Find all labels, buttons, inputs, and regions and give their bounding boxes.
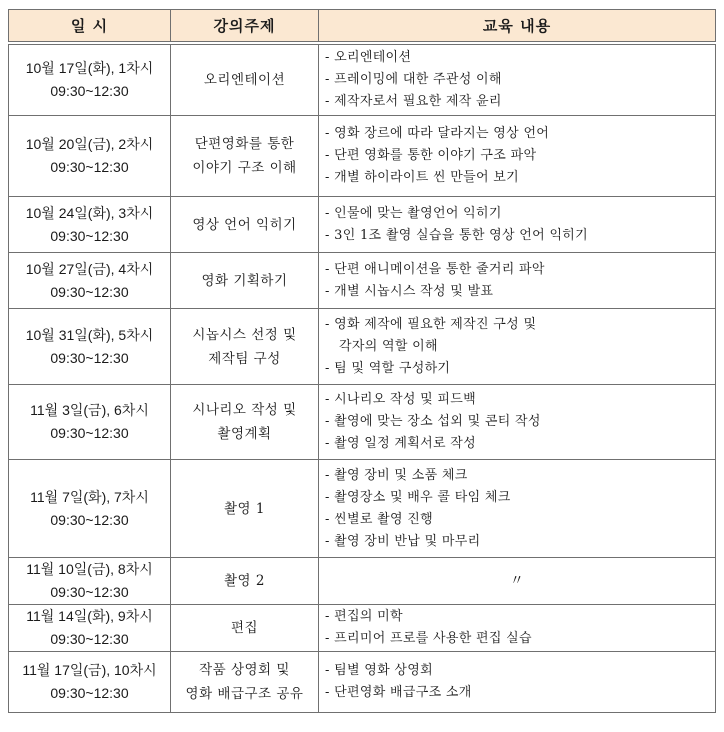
education-content-cell [319,460,716,558]
session-date-cell [9,45,171,116]
lecture-topic-line: 작품 상영회 및 [199,662,290,678]
content-item: - 인물에 맞는 촬영언어 익히기 [325,205,502,221]
session-time: 09:30~12:30 [50,685,129,701]
table-row [9,605,716,652]
content-item: - 오리엔테이션 [325,50,412,65]
session-date-cell [9,385,171,460]
content-item: - 촬영 장비 반납 및 마무리 [325,533,481,549]
lecture-topic-line: 시나리오 작성 및 [192,402,297,418]
lecture-topic-cell [171,460,319,558]
content-item: - 개별 하이라이트 씬 만들어 보기 [325,170,520,185]
content-item: - 시나리오 작성 및 피드백 [325,392,477,407]
lecture-topic-line: 영화 기획하기 [201,272,288,289]
content-item: - 영화 장르에 따라 달라지는 영상 언어 [325,126,550,141]
session-date: 10월 31일(화), 5차시 [25,326,154,343]
education-content-cell [319,116,716,197]
schedule-table [8,9,716,713]
content-item: - 프레이밍에 대한 주관성 이해 [325,72,502,87]
session-time: 09:30~12:30 [50,425,129,441]
content-item: - 촬영 일정 계획서로 작성 [325,436,477,451]
lecture-topic-line: 영화 배급구조 공유 [185,686,304,702]
content-item: - 3인 1조 촬영 실습을 통한 영상 언어 익히기 [325,227,589,243]
lecture-topic-line: 시놉시스 선정 및 [192,326,297,343]
content-item: - 단편 애니메이션을 통한 줄거리 파악 [325,261,545,277]
table-row [9,45,716,116]
table-row [9,558,716,605]
lecture-topic-cell [171,253,319,309]
lecture-topic-line: 영상 언어 익히기 [192,216,297,233]
session-date-cell [9,605,171,652]
lecture-topic-cell [171,605,319,652]
table-row [9,460,716,558]
session-time: 09:30~12:30 [50,631,129,647]
session-time: 09:30~12:30 [50,159,129,175]
content-item: - 팀별 영화 상영회 [325,663,433,678]
session-date-cell [9,197,171,253]
lecture-topic-line: 촬영계획 [217,426,272,442]
content-item: 각자의 역할 이해 [339,338,438,354]
lecture-topic-line: 편집 [230,620,259,636]
education-content-cell [319,558,716,605]
lecture-topic-cell [171,558,319,605]
session-date: 10월 27일(금), 4차시 [25,260,154,277]
session-date-cell [9,116,171,197]
lecture-topic-line: 이야기 구조 이해 [192,160,297,176]
session-date: 11월 17일(금), 10차시 [22,662,157,678]
session-date: 10월 20일(금), 2차시 [25,136,154,152]
lecture-topic-line: 오리엔테이션 [203,72,286,88]
header-topic: 강의주제 [171,10,319,42]
session-date-cell [9,460,171,558]
lecture-topic-cell [171,652,319,713]
table-row [9,197,716,253]
session-time: 09:30~12:30 [50,83,129,99]
lecture-topic-line: 촬영 1 [224,500,265,517]
table-row [9,309,716,385]
lecture-topic-cell [171,385,319,460]
content-item: - 씬별로 촬영 진행 [325,511,433,527]
session-date-cell [9,652,171,713]
session-date: 11월 10일(금), 8차시 [26,561,153,577]
content-item: - 영화 제작에 필요한 제작진 구성 및 [325,316,537,332]
header-date: 일 시 [9,10,171,42]
content-item: - 개별 시놉시스 작성 및 발표 [325,283,494,299]
schedule-body [9,45,716,713]
session-date-cell [9,558,171,605]
session-date: 10월 24일(화), 3차시 [25,204,154,221]
education-content-cell [319,45,716,116]
header-content: 교육 내용 [319,10,716,42]
education-content-cell [319,253,716,309]
ditto-mark: 〃 [509,573,525,589]
session-date: 10월 17일(화), 1차시 [25,60,154,76]
content-item: - 편집의 미학 [325,609,403,624]
session-date: 11월 7일(화), 7차시 [30,488,149,505]
session-date: 11월 14일(화), 9차시 [26,608,153,624]
education-content-cell [319,309,716,385]
header-row [9,10,716,42]
lecture-topic-cell [171,309,319,385]
session-date-cell [9,309,171,385]
table-row [9,385,716,460]
content-item: - 단편영화 배급구조 소개 [325,685,472,700]
content-item: - 프리미어 프로를 사용한 편집 실습 [325,631,532,646]
content-item: - 촬영에 맞는 장소 섭외 및 콘티 작성 [325,414,541,429]
education-content-cell [319,197,716,253]
lecture-topic-cell [171,116,319,197]
session-time: 09:30~12:30 [50,584,129,600]
table-row [9,652,716,713]
education-content-cell [319,605,716,652]
education-content-cell [319,652,716,713]
session-time: 09:30~12:30 [50,511,129,528]
table-row [9,253,716,309]
content-item: - 팀 및 역할 구성하기 [325,360,451,376]
session-date-cell [9,253,171,309]
education-content-cell [319,385,716,460]
session-time: 09:30~12:30 [50,349,129,366]
session-time: 09:30~12:30 [50,227,129,244]
content-item: - 제작자로서 필요한 제작 윤리 [325,94,502,109]
content-item: - 촬영 장비 및 소품 체크 [325,467,468,483]
lecture-topic-cell [171,197,319,253]
lecture-topic-line: 촬영 2 [224,573,265,589]
session-date: 11월 3일(금), 6차시 [30,402,149,418]
lecture-topic-line: 제작팀 구성 [208,350,281,367]
session-time: 09:30~12:30 [50,283,129,300]
content-item: - 촬영장소 및 배우 콜 타임 체크 [325,489,511,505]
content-item: - 단편 영화를 통한 이야기 구조 파악 [325,148,537,163]
table-row [9,116,716,197]
schedule-table-wrapper [8,9,716,713]
lecture-topic-cell [171,45,319,116]
lecture-topic-line: 단편영화를 통한 [194,136,295,152]
